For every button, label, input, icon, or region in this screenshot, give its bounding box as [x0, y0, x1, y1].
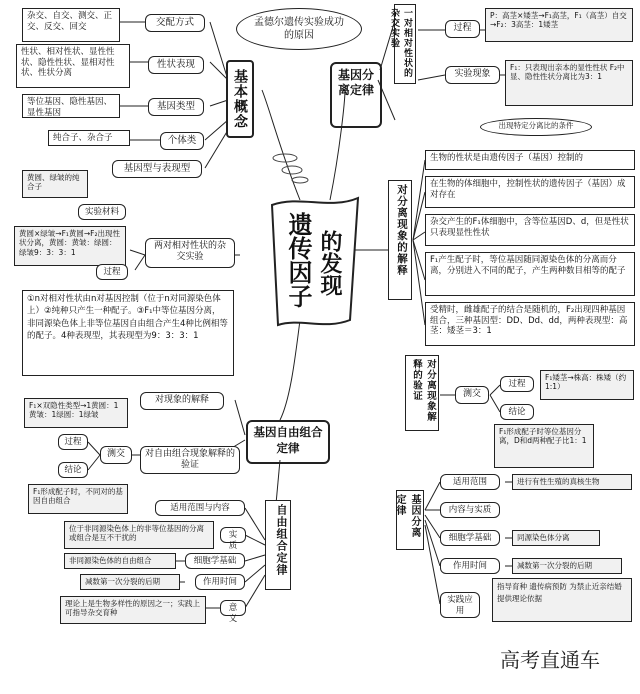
basic-item-2-text: 性状、相对性状、显性性状、隐性性状、显相对性状、性状分离 [16, 44, 130, 88]
seg-verification-process-text: F₁矮茎→株高：株矮（约1:1） [540, 370, 634, 400]
seg-explanation-item-3: 杂交产生的F₁体细胞中，含等位基因D、d，但是性状只表现显性性状 [425, 214, 635, 246]
two-pair-title: 两对相对性状的杂交实验 [145, 238, 235, 268]
ind-verification-conclusion-text: F₁形成配子时，不同对的基因自由组合 [28, 484, 128, 514]
ind-law-item-3-text: 非同源染色体的自由组合 [64, 553, 176, 569]
basic-item-2-label: 性状表现 [148, 56, 204, 74]
two-pair-materials-label: 实验材料 [78, 204, 126, 220]
seg-law-title: 基因分离定律 [396, 490, 424, 550]
watermark: 高考直通车 [500, 648, 600, 672]
segregation-hub-label: 基因分离定律 [337, 68, 374, 97]
seg-verification-conclusion-label: 结论 [500, 404, 534, 420]
center-title-line1: 遗传因子 [284, 212, 312, 308]
ind-testcross-label: 测交 [100, 446, 132, 464]
independent-hub [246, 420, 330, 464]
seg-law-item-2-label: 内容与实质 [440, 502, 500, 518]
seg-law-item-5-label: 实践应用 [440, 592, 480, 618]
one-pair-phenomenon-text: F₁：只表现出亲本的显性性状 F₂中显、隐性性状分离比为3：1 [505, 60, 633, 106]
center-title-line2: 的发现 [317, 230, 342, 296]
basic-item-4-text: 纯合子、杂合子 [48, 130, 130, 146]
seg-explanation-item-1: 生物的性状是由遗传因子（基因）控制的 [425, 150, 635, 170]
two-pair-process-label: 过程 [96, 264, 128, 280]
ind-verification-process-label: 过程 [58, 434, 88, 450]
seg-explanation-item-5: 受精时，雌雄配子的结合是随机的，F₂出现四种基因组合，三种基因型：DD、Dd、dd，两种表现型：高茎：矮茎＝3：1 [425, 302, 635, 346]
seg-law-item-3-label: 细胞学基础 [440, 530, 500, 546]
ind-law-item-1-label: 适用范围与内容 [155, 500, 245, 516]
seg-explanation-item-2: 在生物的体细胞中，控制性状的遗传因子（基因）成对存在 [425, 176, 635, 208]
seg-explanation-item-4: F₁产生配子时，等位基因随同源染色体的分离而分离，分别进入不同的配子，产生两种数目相等的配子 [425, 252, 635, 296]
seg-verification-conclusion-text: F₁形成配子时等位基因分离，D和d两种配子比1：1 [494, 424, 594, 468]
seg-law-item-5-text: 指导育种 遗传病预防 为禁止近亲结婚提供理论依据 [492, 578, 632, 622]
seg-law-item-1-text: 进行有性生殖的真核生物 [512, 474, 632, 490]
seg-explanation-title: 对分离现象的解释 [388, 180, 412, 300]
one-pair-title: 一对相对性状的杂交实验 [394, 4, 416, 84]
ind-law-item-5-label: 意义 [220, 600, 246, 616]
ind-law-item-5-text: 理论上是生物多样性的原因之一；实践上可指导杂交育种 [60, 596, 206, 624]
one-pair-phenomenon-label: 实验现象 [445, 66, 500, 84]
ind-explanation-title: 对现象的解释 [140, 392, 224, 410]
two-pair-process-text: 黄圆×绿皱→F₁黄圆→F₂出现性状分离，黄圆：黄皱：绿圆：绿皱9：3：3：1 [14, 226, 126, 266]
segregation-hub [330, 62, 382, 128]
two-pair-materials-text: 黄圆、绿皱的纯合子 [22, 170, 88, 198]
seg-verification-process-label: 过程 [500, 376, 534, 392]
basic-item-5-label: 基因型与表现型 [112, 160, 202, 178]
ind-law-title: 自由组合定律 [265, 500, 291, 590]
basic-concept-hub: 基本概念 [226, 60, 254, 138]
seg-law-item-4-label: 作用时间 [440, 558, 500, 574]
seg-law-item-1-label: 适用范围 [440, 474, 500, 490]
ind-testcross-result: F₁×双隐性类型→1黄圆：1黄皱：1绿圆：1绿皱 [24, 398, 128, 428]
basic-item-4-label: 个体类 [160, 132, 204, 150]
seg-verification-title: 对分离现象解释的验证 [405, 355, 439, 431]
ind-law-item-4-label: 作用时间 [195, 574, 245, 590]
ind-law-item-2-label: 实质 [220, 527, 246, 543]
basic-item-1-text: 杂交、自交、测交、正交、反交、回交 [22, 8, 120, 42]
seg-testcross-label: 测交 [455, 386, 489, 404]
basic-item-3-label: 基因类型 [148, 98, 204, 116]
ind-law-item-3-label: 细胞学基础 [185, 553, 245, 569]
center-title [282, 210, 348, 320]
seg-law-item-3-text: 同源染色体分离 [512, 530, 600, 546]
one-pair-process-label: 过程 [445, 20, 480, 38]
seg-law-item-4-text: 减数第一次分裂的后期 [512, 558, 622, 574]
ind-verification-conclusion-label: 结论 [58, 462, 88, 478]
one-pair-note: 出现特定分离比的条件 [480, 118, 592, 136]
top-oval: 孟德尔遗传实验成功的原因 [236, 8, 362, 50]
ind-verification-title: 对自由组合现象解释的验证 [140, 446, 240, 474]
ind-law-item-2-text: 位于非同源染色体上的非等位基因的分离或组合是互不干扰的 [64, 521, 214, 549]
basic-item-1-label: 交配方式 [145, 14, 205, 32]
ind-explanation-text: ①n对相对性状由n对基因控制（位于n对同源染色体上）②纯种只产生一种配子。③F₁中等位基因分离，非同源染色体上非等位基因自由组合产生4种比例相等的配子。4种表现型，其表现型为9：3：3：1 [22, 290, 234, 376]
independent-hub-label: 基因自由组合定律 [253, 425, 323, 455]
basic-item-3-text: 等位基因、隐性基因、显性基因 [22, 94, 120, 118]
ind-law-item-4-text: 减数第一次分裂的后期 [80, 574, 180, 590]
one-pair-process-text: P：高茎×矮茎→F₁高茎，F₁（高茎）自交→F₂：3高茎：1矮茎 [485, 8, 633, 42]
